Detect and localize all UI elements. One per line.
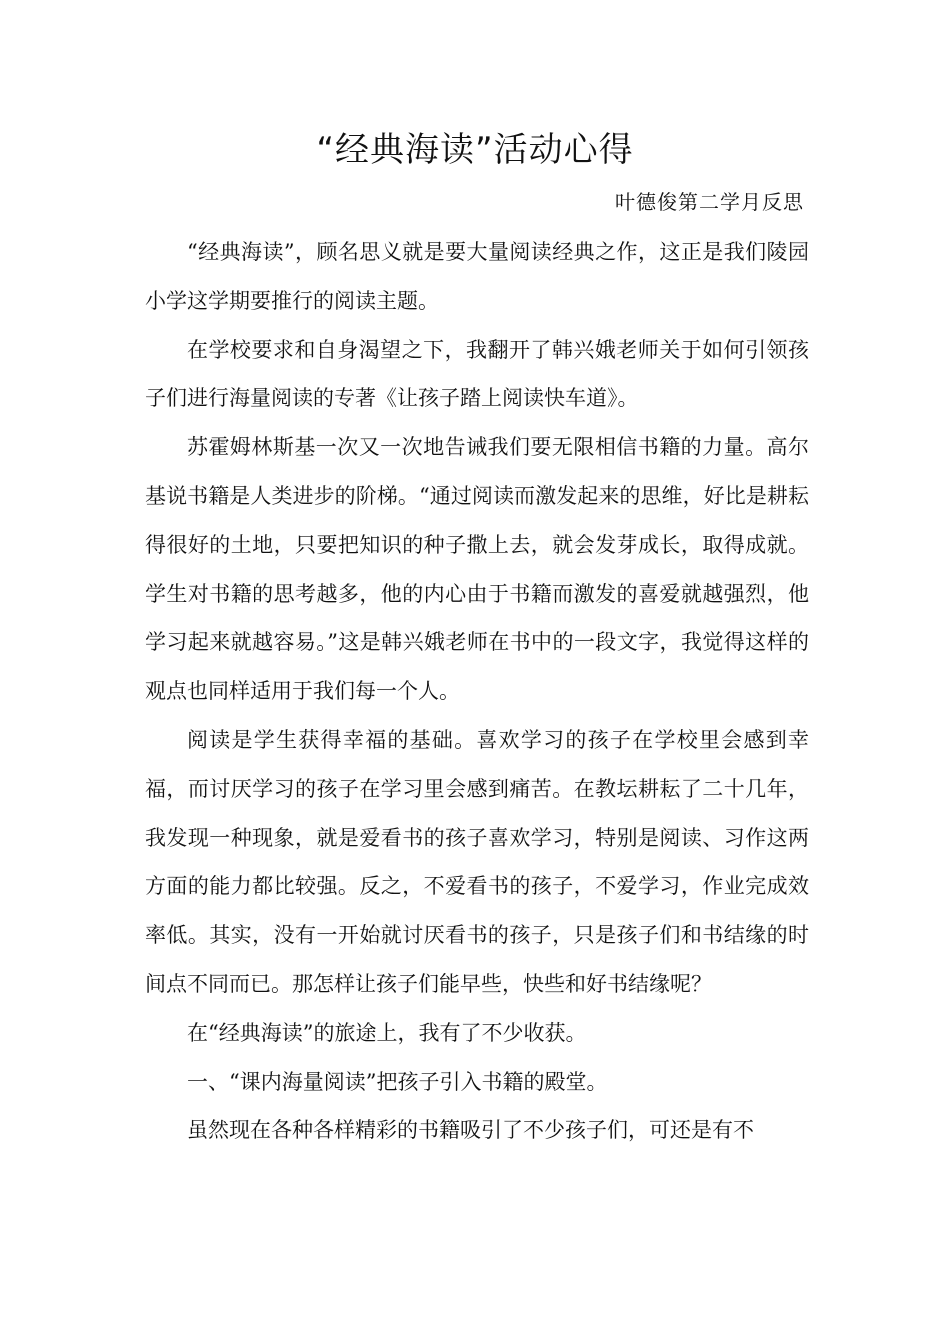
document-body <box>145 228 809 1155</box>
paragraph: 在学校要求和自身渴望之下，我翻开了韩兴娥老师关于如何引领孩子们进行海量阅读的专著《让孩子踏上阅读快车道》。 <box>145 337 809 411</box>
paragraph: “经典海读”，顾名思义就是要大量阅读经典之作，这正是我们陵园小学这学期要推行的阅读主题。 <box>145 240 809 313</box>
document-title: “经典海读”活动心得 <box>316 130 634 170</box>
paragraph: 在“经典海读”的旅途上，我有了不少收获。 <box>187 1020 587 1045</box>
paragraph: 虽然现在各种各样精彩的书籍吸引了不少孩子们，可还是有不 <box>187 1118 754 1143</box>
paragraph: 阅读是学生获得幸福的基础。喜欢学习的孩子在学校里会感到幸福，而讨厌学习的孩子在学习里会感到痛苦。在教坛耕耘了二十几年，我发现一种现象，就是爱看书的孩子喜欢学习，特别是阅读、习作这两方面的能力都比较强。反之，不爱看书的孩子，不爱学习，作业完成效率低。其实，没有一开始就讨厌看书的孩子，只是孩子们和书结缘的时间点不同而已。那怎样让孩子们能早些，快些和好书结缘呢？ <box>145 727 809 996</box>
paragraph: 苏霍姆林斯基一次又一次地告诫我们要无限相信书籍的力量。高尔基说书籍是人类进步的阶梯。“通过阅读而激发起来的思维，好比是耕耘得很好的土地，只要把知识的种子撒上去，就会发芽成长，取得成就。学生对书籍的思考越多，他的内心由于书籍而激发的喜爱就越强烈，他学习起来就越容易。”这是韩兴娥老师在书中的一段文字，我觉得这样的观点也同样适用于我们每一个人。 <box>145 435 809 704</box>
section-heading: 一、“课内海量阅读”把孩子引入书籍的殿堂。 <box>187 1069 608 1094</box>
author-byline: 叶德俊第二学月反思 <box>615 190 804 214</box>
